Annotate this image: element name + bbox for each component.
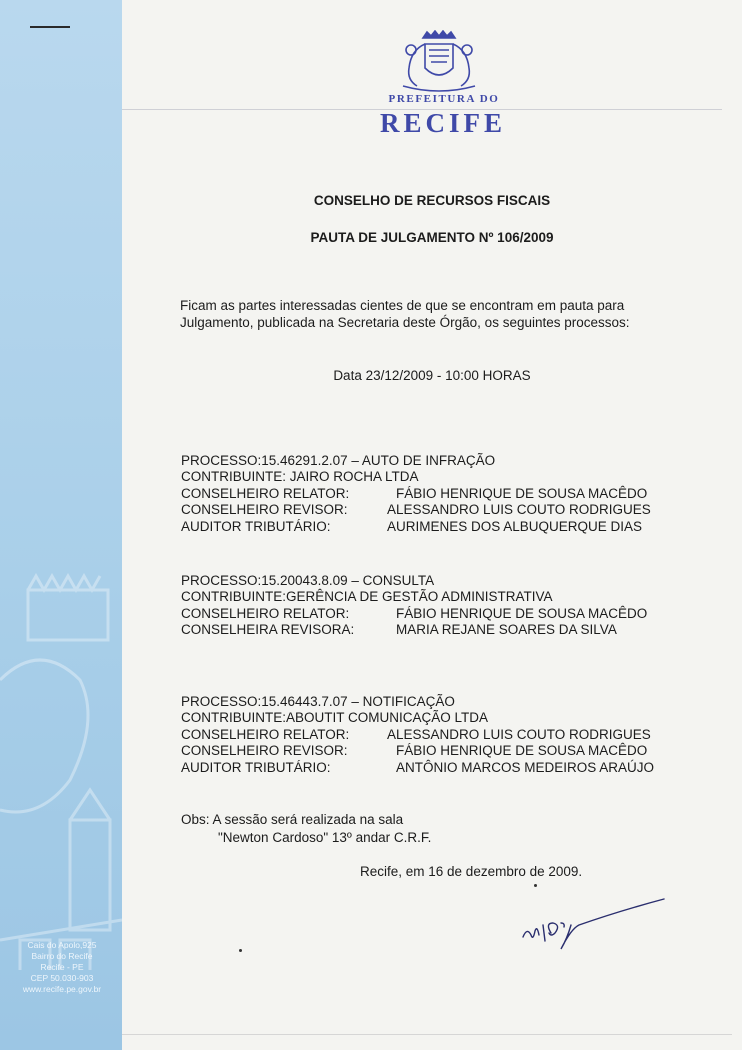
ink-speck [534,884,537,887]
row-label: AUDITOR TRIBUTÁRIO: [181,759,331,775]
row-value: FÁBIO HENRIQUE DE SOUSA MACÊDO [396,743,648,759]
process-number: PROCESSO:15.46443.7.07 – NOTIFICAÇÃO [181,694,455,709]
row-label: CONSELHEIRO REVISOR: [181,502,348,518]
process-number: PROCESSO:15.20043.8.09 – CONSULTA [181,573,435,588]
row-value: FÁBIO HENRIQUE DE SOUSA MACÊDO [396,485,648,501]
address-block [6,940,118,995]
row-value: MARIA REJANE SOARES DA SILVA [396,622,617,638]
taxpayer: CONTRIBUINTE:GERÊNCIA DE GESTÃO ADMINISTRATIVA [181,589,553,605]
prefeitura-label: PREFEITURA DO [388,93,500,105]
row-value: ALESSANDRO LUIS COUTO RODRIGUES [387,726,651,742]
row-value: ANTÔNIO MARCOS MEDEIROS ARAÚJO [396,759,655,775]
address-line: CEP 50.030-903 [30,973,94,983]
address-line: Bairro do Recife [31,951,93,961]
row-value: ALESSANDRO LUIS COUTO RODRIGUES [387,502,651,518]
session-date: Data 23/12/2009 - 10:00 HORAS [333,368,531,383]
agenda-title: PAUTA DE JULGAMENTO Nº 106/2009 [310,230,554,245]
sidebar-band [0,0,122,1050]
process-number: PROCESSO:15.46291.2.07 – AUTO DE INFRAÇÃO [181,453,496,468]
website-link[interactable]: www.recife.pe.gov.br [22,984,102,994]
city-wordmark: RECIFE [379,108,506,138]
scan-mark [30,26,70,28]
row-label: CONSELHEIRA REVISORA: [181,622,355,638]
row-label: CONSELHEIRO REVISOR: [181,743,348,759]
taxpayer: CONTRIBUINTE: JAIRO ROCHA LTDA [181,469,419,485]
row-value: AURIMENES DOS ALBUQUERQUE DIAS [387,518,643,534]
row-label: CONSELHEIRO RELATOR: [181,485,350,501]
address-line: Recife - PE [40,962,84,972]
row-label: CONSELHEIRO RELATOR: [181,605,350,621]
closing-date: Recife, em 16 de dezembro de 2009. [360,864,583,879]
footer-divider [122,1034,732,1035]
observation-room: "Newton Cardoso" 13º andar C.R.F. [218,830,432,845]
row-value: FÁBIO HENRIQUE DE SOUSA MACÊDO [396,605,648,621]
ink-speck [239,949,242,952]
council-title: CONSELHO DE RECURSOS FISCAIS [313,193,551,208]
recife-coat-of-arms-icon [395,30,483,92]
row-label: AUDITOR TRIBUTÁRIO: [181,518,331,534]
taxpayer: CONTRIBUINTE:ABOUTIT COMUNICAÇÃO LTDA [181,710,489,726]
intro-paragraph: Ficam as partes interessadas cientes de que se encontram em pauta para Julgamento, publicada na Secretaria deste Órgão, os seguintes processos: [180,298,630,330]
observation-note [181,811,431,847]
signature-icon [515,895,670,955]
observation-line: Obs: A sessão será realizada na sala [181,812,404,827]
faded-tower-watermark-icon [0,560,122,980]
row-label: CONSELHEIRO RELATOR: [181,726,350,742]
address-line: Cais do Apolo,925 [27,940,97,950]
